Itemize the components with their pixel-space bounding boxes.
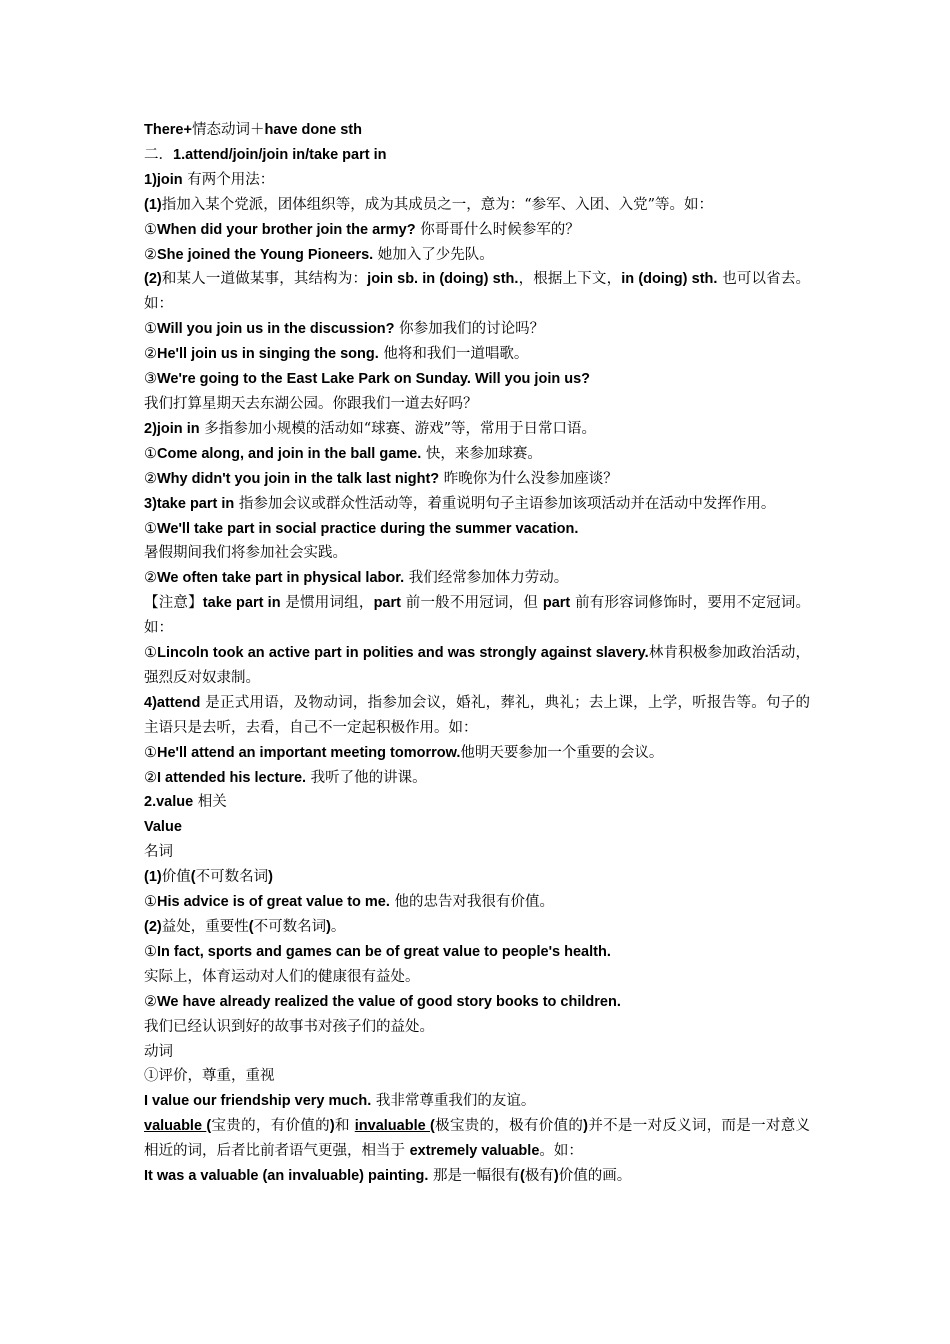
line-5: ①When did your brother join the army? 你哥哥什么时候参军的？: [144, 221, 580, 238]
line-32: ②We have already realized the value of good story books to children.: [144, 993, 621, 1010]
line-35: ①评价，尊重，重视: [144, 1068, 275, 1085]
line-22: ①He'll attend an important meeting tomorrow.他明天要参加一个重要的会议。: [144, 744, 664, 761]
line-4: (1)指加入某个党派，团体组织等，成为其成员之一，意为：“参军、入团、入党”等。如：: [144, 196, 714, 213]
line-10: ③We're going to the East Lake Park on Sunday. Will you join us?: [144, 371, 591, 388]
line-16: ①We'll take part in social practice during the summer vacation.: [144, 520, 579, 537]
line-34: 动词: [144, 1043, 173, 1060]
line-36: I value our friendship very much. 我非常尊重我们的友谊。: [144, 1093, 536, 1110]
line-28: ①His advice is of great value to me. 他的忠告对我很有价值。: [144, 894, 555, 911]
line-27: (1)价值(不可数名词): [144, 869, 273, 886]
line-11: 我们打算星期天去东湖公园。你跟我们一道去好吗？: [144, 395, 478, 412]
line-26: 名词: [144, 844, 173, 861]
line-18: ②We often take part in physical labor. 我们经常参加体力劳动。: [144, 570, 569, 587]
document-body: [144, 118, 810, 1189]
line-3: 1)join 有两个用法：: [144, 171, 275, 188]
line-38: It was a valuable (an invaluable) painting. 那是一幅很有(极有)价值的画。: [144, 1168, 632, 1185]
line-6: ②She joined the Young Pioneers. 她加入了少先队。: [144, 246, 494, 263]
line-17: 暑假期间我们将参加社会实践。: [144, 545, 347, 562]
line-9: ②He'll join us in singing the song. 他将和我们一道唱歌。: [144, 346, 529, 363]
line-25: Value: [144, 819, 182, 836]
line-1: There+情态动词＋have done sth: [144, 122, 362, 138]
line-15: 3)take part in 指参加会议或群众性活动等，着重说明句子主语参加该项活动并在活动中发挥作用。: [144, 495, 776, 512]
line-8: ①Will you join us in the discussion? 你参加我们的讨论吗？: [144, 321, 545, 338]
line-24: 2.value 相关: [144, 794, 227, 811]
line-21: 4)attend 是正式用语，及物动词，指参加会议，婚礼，葬礼，典礼；去上课，上学，听报告等。句子的主语只是去听，去看，自己不一定起积极作用。如：: [144, 694, 810, 736]
line-2: 二．1.attend/join/join in/take part in: [144, 146, 387, 163]
line-31: 实际上，体育运动对人们的健康很有益处。: [144, 968, 420, 985]
line-7: (2)和某人一道做某事，其结构为：join sb. in (doing) sth.，根据上下文，in (doing) sth. 也可以省去。如：: [144, 271, 810, 313]
line-33: 我们已经认识到好的故事书对孩子们的益处。: [144, 1018, 434, 1035]
line-19: 【注意】take part in 是惯用词组，part 前一般不用冠词，但 part 前有形容词修饰时，要用不定冠词。如：: [144, 595, 810, 637]
line-37: valuable (宝贵的，有价值的)和 invaluable (极宝贵的，极有价值的)并不是一对反义词，而是一对意义相近的词，后者比前者语气更强，相当于 extremely valuable。如：: [144, 1118, 810, 1160]
line-29: (2)益处，重要性(不可数名词)。: [144, 919, 346, 935]
line-23: ②I attended his lecture. 我听了他的讲课。: [144, 769, 427, 786]
line-12: 2)join in 多指参加小规模的活动如“球赛、游戏”等，常用于日常口语。: [144, 420, 597, 437]
line-20: ①Lincoln took an active part in polities and was strongly against slavery.林肯积极参加政治活动，强烈反对奴隶制。: [144, 645, 810, 686]
line-14: ②Why didn't you join in the talk last night? 昨晚你为什么没参加座谈？: [144, 470, 618, 487]
line-13: ①Come along, and join in the ball game. 快，来参加球赛。: [144, 445, 542, 462]
line-30: ①In fact, sports and games can be of great value to people's health.: [144, 943, 611, 960]
